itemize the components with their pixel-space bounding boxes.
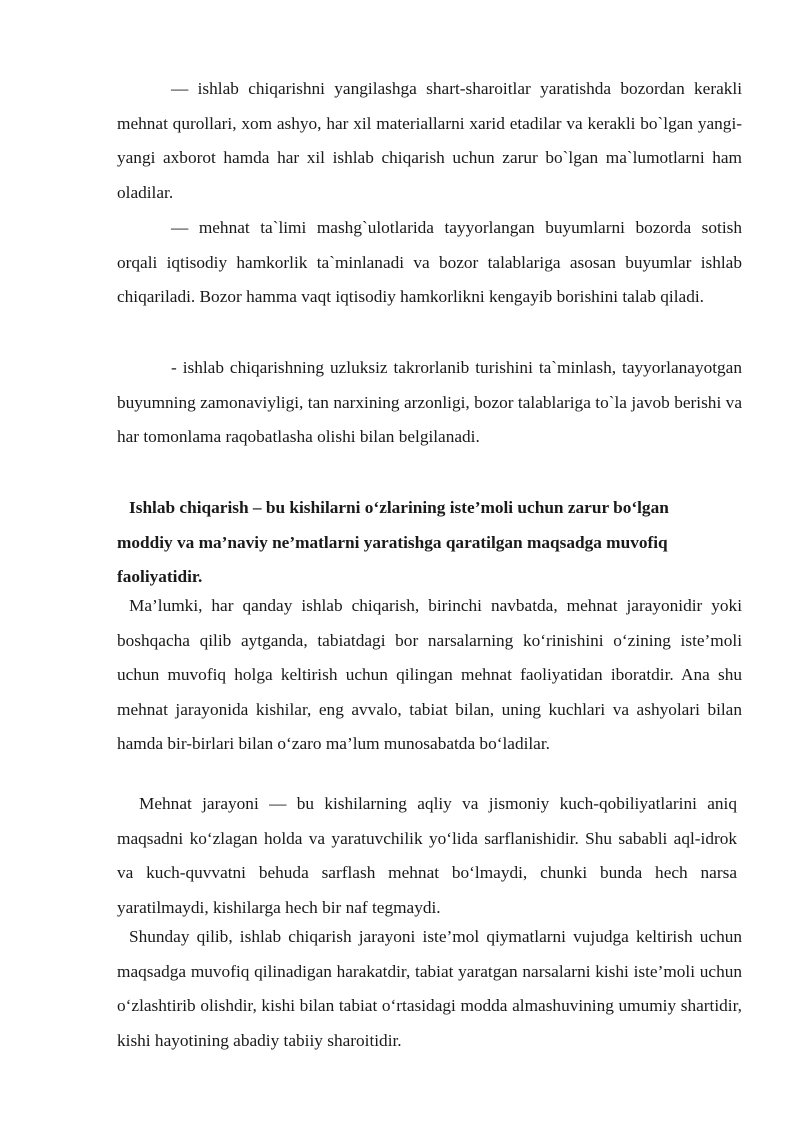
paragraph-1: — ishlab chiqarishni yangilashga shart-sharoitlar yaratishda bozordan kerakli mehnat qurollari, xom ashyo, har xil materiallarni xarid etadilar va kerakli bo`lgan yangi-yangi axborot hamda har xil ishlab chiqarish uchun zarur bo`lgan ma`lumotlarni ham oladilar.	[117, 79, 742, 202]
paragraph-4: Ma’lumki, har qanday ishlab chiqarish, birinchi navbatda, mehnat jarayonidir yoki boshqacha qilib aytganda, tabiatdagi bor narsalarning ko‘rinishini o‘zining iste’moli uchun muvofiq holga keltirish uchun qilingan mehnat faoliyatidan iboratdir. Ana shu mehnat jarayonida kishilar, eng avvalo, tabiat bilan, uning kuchlari va ashyolari bilan hamda bir-birlari bilan o‘zaro ma’lum munosabatda bo‘ladilar.	[117, 596, 742, 754]
paragraph-3: - ishlab chiqarishning uzluksiz takrorlanib turishini ta`minlash, tayyorlanayotgan buyumning zamonaviyligi, tan narxining arzonligi, bozor talablariga to`la javob berishi va har tomonlama raqobatlasha olishi bilan belgilanadi.	[117, 358, 742, 447]
paragraph-6: Shunday qilib, ishlab chiqarish jarayoni iste’mol qiymatlarni vujudga keltirish uchun maqsadga muvofiq qilinadigan harakatdir, tabiat yaratgan narsalarni kishi iste’moli uchun o‘zlashtirib olishdir, kishi bilan tabiat o‘rtasidagi modda almashuvining umumiy shartidir, kishi hayotining abadiy tabiiy sharoitidir.	[117, 927, 742, 1050]
paragraph-2: — mehnat ta`limi mashg`ulotlarida tayyorlangan buyumlarni bozorda sotish orqali iqtisodiy hamkorlik ta`minlanadi va bozor talablariga asosan buyumlar ishlab chiqariladi. Bozor hamma vaqt iqtisodiy hamkorlikni kengayib borishini talab qiladi.	[117, 218, 742, 307]
paragraph-5: Mehnat jarayoni — bu kishilarning aqliy va jismoniy kuch-qobiliyatlarini aniq maqsadni ko‘zlagan holda va yaratuvchilik yo‘lida sarflanishidir. Shu sababli aql-idrok va kuch-quvvatni behuda sarflash mehnat bo‘lmaydi, chunki bunda hech narsa yaratilmaydi, kishilarga hech bir naf tegmaydi.	[117, 794, 737, 917]
definition-paragraph: Ishlab chiqarish – bu kishilarni o‘zlarining iste’moli uchun zarur bo‘lgan moddiy va ma’naviy ne’matlarni yaratishga qaratilgan maqsadga muvofiq faoliyatidir.	[117, 498, 669, 587]
